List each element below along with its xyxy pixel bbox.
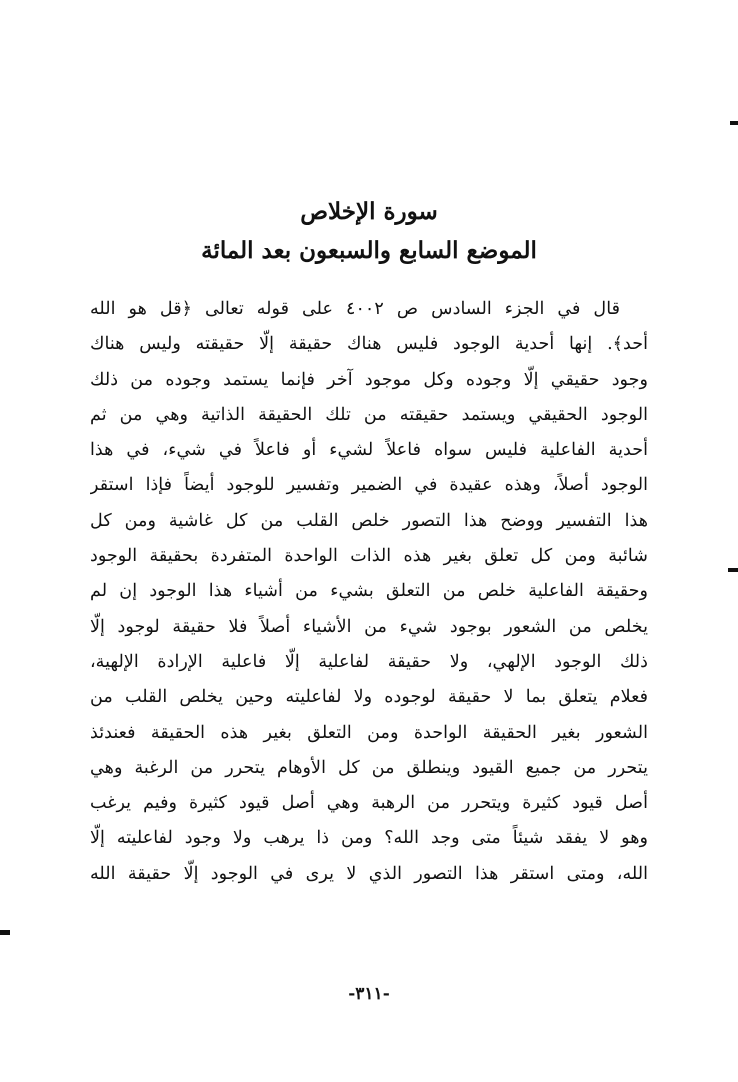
text-line: هذا التفسير ووضح هذا التصور خلص القلب من كل غاشية ومن كل <box>90 510 648 531</box>
text-line: الله، ومتى استقر هذا التصور الذي لا يرى في الوجود إلّا حقيقة الله <box>90 863 648 884</box>
text-line: يخلص من الشعور بوجود شيء من الأشياء أصلاً فلا حقيقة لوجود إلّا <box>90 616 648 637</box>
page-number: -٣١١- <box>348 984 390 1004</box>
text-line: أحدية الفاعلية فليس سواه فاعلاً لشيء أو فاعلاً في شيء، في هذا <box>90 440 648 461</box>
text-line: وهو لا يفقد شيئاً متى وجد الله؟ ومن ذا يرهب ولا وجود لفاعليته إلّا <box>90 828 648 849</box>
text-line: يتحرر من جميع القيود وينطلق من كل الأوهام يتحرر من الرغبة وهي <box>90 757 648 778</box>
text-line: شائبة ومن كل تعلق بغير هذه الذات الواحدة المتفردة بحقيقة الوجود <box>90 546 648 567</box>
scan-edge-mark <box>728 568 738 572</box>
scan-edge-mark <box>730 121 738 125</box>
text-line: الوجود أصلاً، وهذه عقيدة في الضمير وتفسير للوجود أيضاً فإذا استقر <box>90 475 648 496</box>
text-line: أحد﴾. إنها أحدية الوجود فليس هناك حقيقة إلّا حقيقته وليس هناك <box>90 334 648 355</box>
text-line: الشعور بغير الحقيقة الواحدة ومن التعلق بغير هذه الحقيقة فعندئذ <box>90 722 648 743</box>
text-line: ذلك الوجود الإلهي، ولا حقيقة لفاعلية إلّا فاعلية الإرادة الإلهية، <box>90 651 648 672</box>
text-line: وحقيقة الفاعلية خلص من التعلق بشيء من أشياء هذا الوجود إن لم <box>90 581 648 602</box>
text-line: قال في الجزء السادس ص ٤٠٠٢ على قوله تعالى ﴿قل هو الله <box>90 299 620 319</box>
text-line: وجود حقيقي إلّا وجوده وكل موجود آخر فإنما يستمد وجوده من ذلك <box>90 369 648 390</box>
body-text <box>90 292 648 892</box>
text-line: فعلام يتعلق بما لا حقيقة لوجوده ولا لفاعليته وحين يخلص القلب من <box>90 687 648 708</box>
text-line: الوجود الحقيقي ويستمد حقيقته من تلك الحقيقة الذاتية وهي من ثم <box>90 404 648 425</box>
page-subtitle: الموضع السابع والسبعون بعد المائة <box>201 237 537 264</box>
scan-edge-mark <box>0 930 10 935</box>
page-title: سورة الإخلاص <box>300 198 438 225</box>
text-line: أصل قيود كثيرة ويتحرر من الرهبة وهي أصل قيود كثيرة وفيم يرغب <box>90 793 648 814</box>
